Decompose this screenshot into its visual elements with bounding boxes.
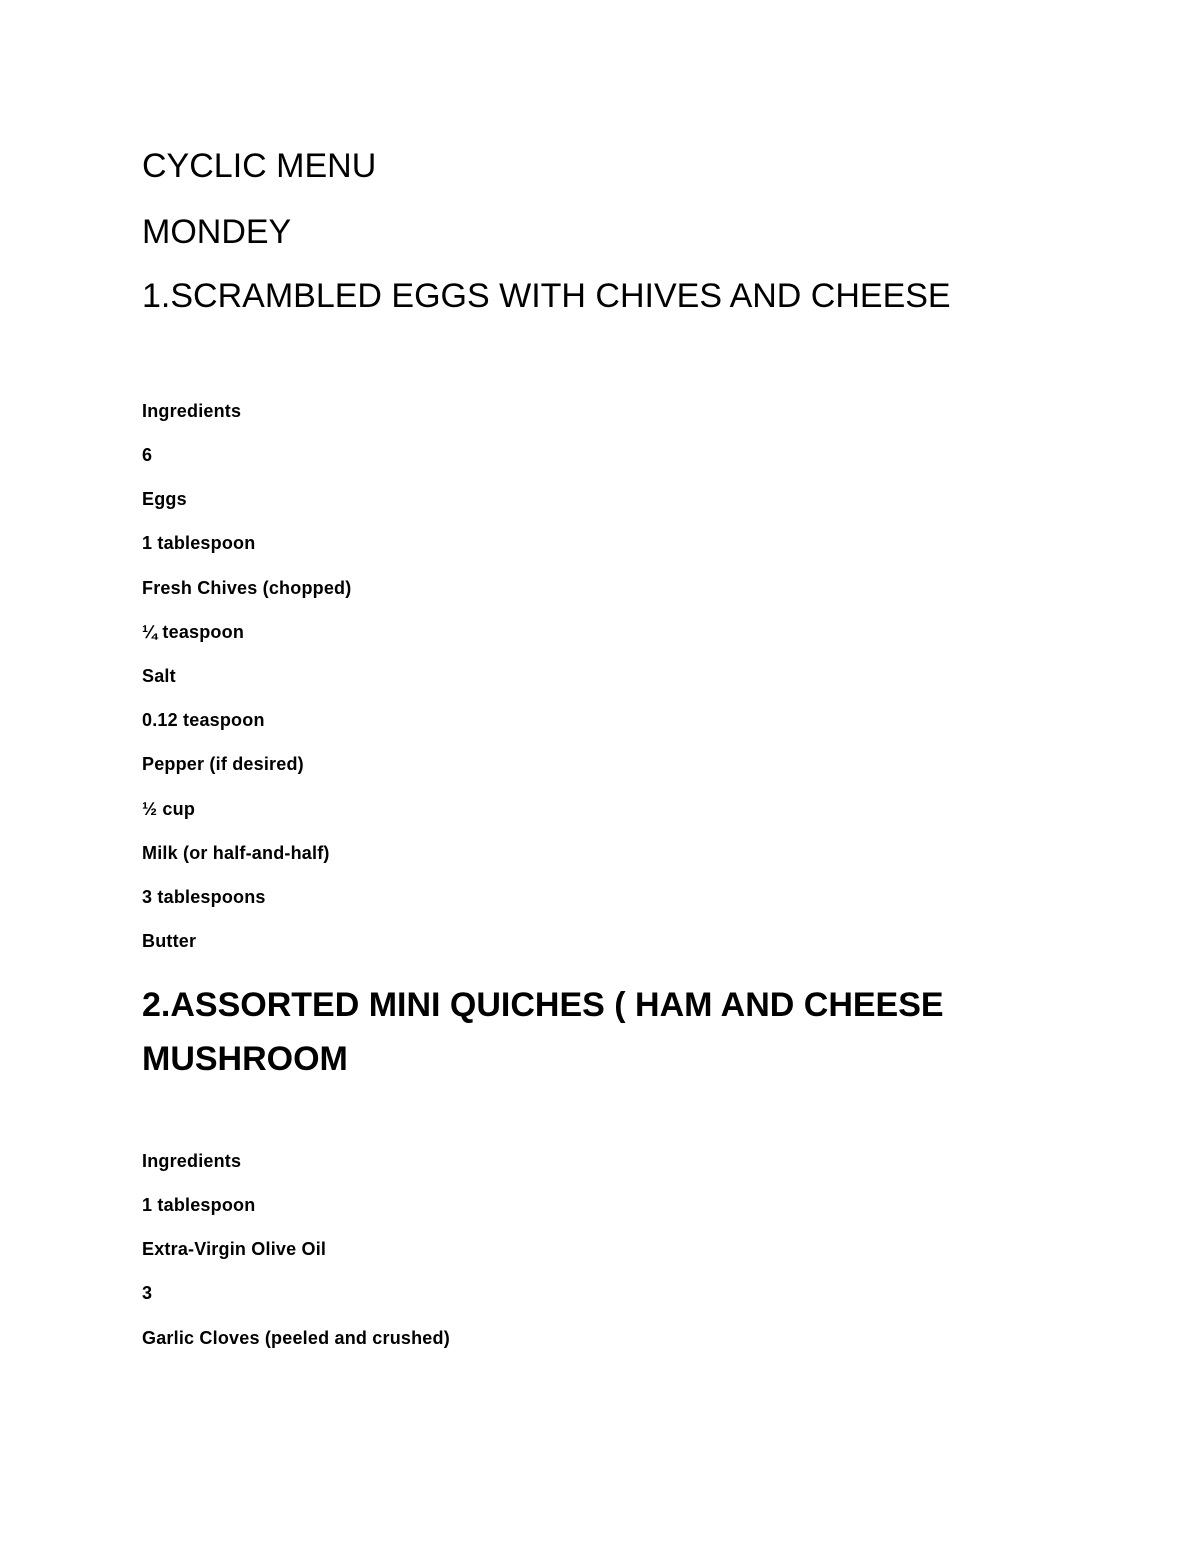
recipe-title: 1.SCRAMBLED EGGS WITH CHIVES AND CHEESE: [142, 277, 951, 315]
ingredients-label: Ingredients: [142, 401, 242, 421]
ingredient-line: 6: [142, 445, 153, 465]
recipe-2: [142, 978, 1042, 1349]
ingredients-label: Ingredients: [142, 1151, 242, 1172]
ingredient-line: 1 tablespoon: [142, 533, 256, 554]
recipe-1: [142, 276, 1042, 952]
ingredient-line: 3 tablespoons: [142, 886, 266, 907]
document-content: [142, 146, 1042, 1371]
ingredient-line: 0.12 teaspoon: [142, 710, 265, 731]
ingredient-list: [142, 1194, 1042, 1349]
ingredient-line: Salt: [142, 665, 176, 686]
document-title: CYCLIC MENU: [142, 147, 377, 185]
ingredient-list: [142, 444, 1042, 952]
ingredient-line: Butter: [142, 931, 197, 952]
ingredient-line: ¼ teaspoon: [142, 621, 245, 642]
ingredient-line: 3: [142, 1283, 153, 1304]
ingredient-line: Fresh Chives (chopped): [142, 577, 352, 598]
ingredient-line: ½ cup: [142, 798, 196, 819]
ingredient-line: Milk (or half-and-half): [142, 842, 330, 863]
ingredient-line: Garlic Cloves (peeled and crushed): [142, 1327, 450, 1348]
ingredient-line: 1 tablespoon: [142, 1195, 256, 1216]
day-heading: MONDEY: [142, 213, 292, 251]
ingredient-line: Eggs: [142, 489, 187, 510]
ingredient-line: Pepper (if desired): [142, 754, 304, 775]
recipe-title: 2.ASSORTED MINI QUICHES ( HAM AND CHEESE MUSHROOM: [142, 986, 944, 1079]
ingredient-line: Extra-Virgin Olive Oil: [142, 1239, 327, 1260]
